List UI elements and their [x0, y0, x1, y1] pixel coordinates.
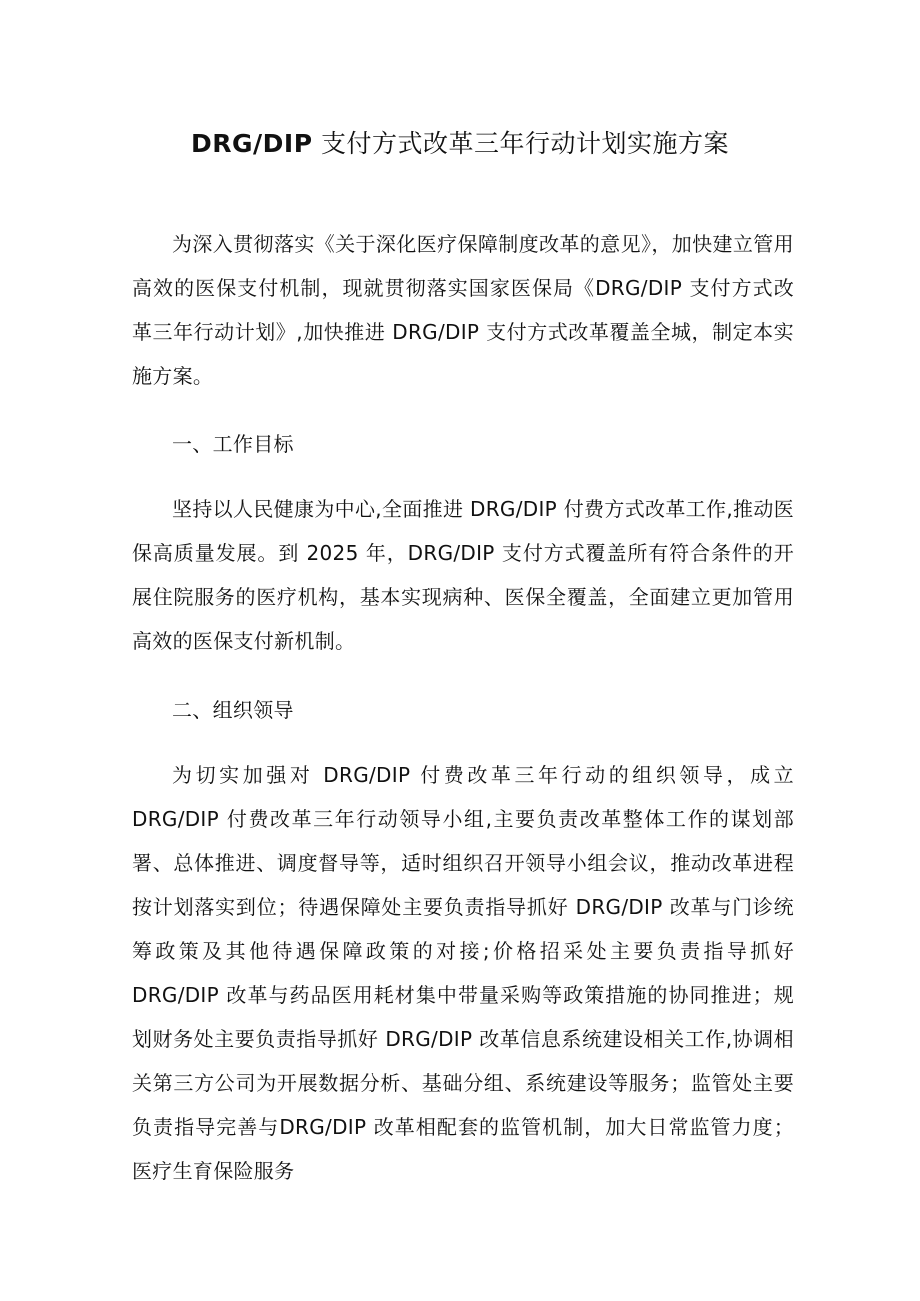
- document-title-latin: DRG/DIP: [191, 129, 313, 158]
- document-title-cjk: 支付方式改革三年行动计划实施方案: [312, 129, 729, 158]
- section-heading-organization: 二、组织领导: [172, 698, 294, 722]
- section-heading-goal: 一、工作目标: [172, 432, 294, 456]
- paragraph-goal: 坚持以人民健康为中心,全面推进 DRG/DIP 付费方式改革工作,推动医保高质量发展。到 2025 年，DRG/DIP 支付方式覆盖所有符合条件的开展住院服务的医疗机构，基本实现病种、医保全覆盖，全面建立更加管用高效的医保支付新机制。: [132, 497, 794, 653]
- paragraph-organization: 为切实加强对 DRG/DIP 付费改革三年行动的组织领导，成立DRG/DIP 付费改革三年行动领导小组,主要负责改革整体工作的谋划部署、总体推进、调度督导等，适时组织召开领导小组会议，推动改革进程按计划落实到位；待遇保障处主要负责指导抓好 DRG/DIP 改革与门诊统筹政策及其他待遇保障政策的对接;价格招采处主要负责指导抓好 DRG/DIP 改革与药品医用耗材集中带量采购等政策措施的协同推进；规划财务处主要负责指导抓好 DRG/DIP 改革信息系统建设相关工作,协调相关第三方公司为开展数据分析、基础分组、系统建设等服务；监管处主要负责指导完善与DRG/DIP 改革相配套的监管机制，加大日常监管力度；医疗生育保险服务: [132, 763, 794, 1183]
- paragraph-intro: 为深入贯彻落实《关于深化医疗保障制度改革的意见》，加快建立管用高效的医保支付机制，现就贯彻落实国家医保局《DRG/DIP 支付方式改革三年行动计划》,加快推进 DRG/DIP 支付方式改革覆盖全城，制定本实施方案。: [132, 232, 794, 388]
- document-title: [0, 126, 920, 162]
